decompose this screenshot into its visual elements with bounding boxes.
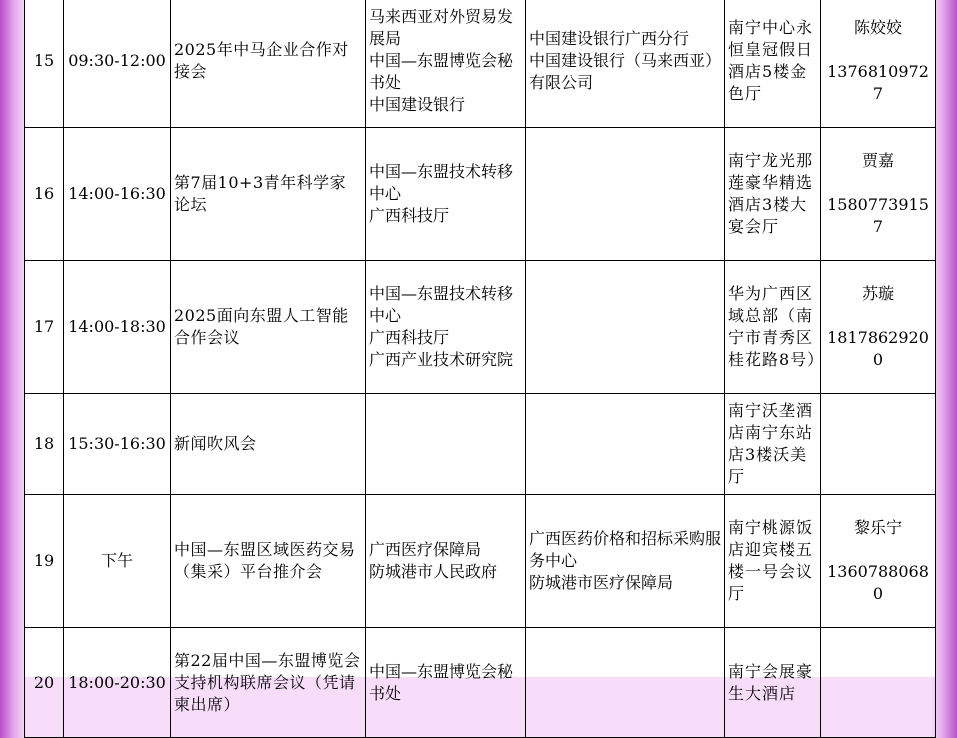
row-number: 15 [25, 0, 64, 128]
contact-cell [821, 628, 936, 738]
organizer-cell: 中国—东盟博览会秘书处 [366, 628, 526, 738]
contact-name: 黎乐宁 [853, 518, 902, 537]
topic-cell: 2025年中马企业合作对接会 [171, 0, 366, 128]
organizer-cell: 广西医疗保障局 防城港市人民政府 [366, 495, 526, 628]
contact-phone: 15807739157 [827, 195, 929, 236]
venue-cell: 南宁桃源饭店迎宾楼五楼一号会议厅 [725, 495, 821, 628]
table-row [25, 394, 936, 495]
co-organizer-cell [526, 394, 725, 495]
topic-cell: 2025面向东盟人工智能合作会议 [171, 261, 366, 394]
topic-cell: 第22届中国—东盟博览会支持机构联席会议（凭请柬出席） [171, 628, 366, 738]
organizer-cell: 马来西亚对外贸易发展局 中国—东盟博览会秘书处 中国建设银行 [366, 0, 526, 128]
contact-name: 陈姣姣 [853, 18, 902, 37]
co-organizer-cell [526, 128, 725, 261]
schedule-sheet [24, 0, 935, 714]
time-cell: 14:00-16:30 [64, 128, 171, 261]
venue-cell: 南宁会展豪生大酒店 [725, 628, 821, 738]
row-number: 20 [25, 628, 64, 738]
contact-phone: 13768109727 [827, 62, 929, 103]
organizer-cell [366, 394, 526, 495]
row-number: 19 [25, 495, 64, 628]
time-cell: 15:30-16:30 [64, 394, 171, 495]
contact-cell [821, 0, 936, 128]
time-cell: 14:00-18:30 [64, 261, 171, 394]
table-row [25, 261, 936, 394]
row-number: 17 [25, 261, 64, 394]
co-organizer-cell [526, 628, 725, 738]
contact-name: 贾嘉 [861, 151, 894, 170]
time-cell: 09:30-12:00 [64, 0, 171, 128]
co-organizer-cell: 中国建设银行广西分行 中国建设银行（马来西亚）有限公司 [526, 0, 725, 128]
topic-cell: 第7届10+3青年科学家论坛 [171, 128, 366, 261]
time-cell: 18:00-20:30 [64, 628, 171, 738]
table-row [25, 628, 936, 738]
contact-cell [821, 261, 936, 394]
venue-cell: 华为广西区域总部（南宁市青秀区桂花路8号） [725, 261, 821, 394]
contact-cell [821, 495, 936, 628]
row-number: 16 [25, 128, 64, 261]
contact-cell [821, 128, 936, 261]
row-number: 18 [25, 394, 64, 495]
contact-phone: 13607880680 [827, 562, 929, 603]
contact-cell [821, 394, 936, 495]
co-organizer-cell [526, 261, 725, 394]
venue-cell: 南宁中心永恒皇冠假日酒店5楼金色厅 [725, 0, 821, 128]
topic-cell: 新闻吹风会 [171, 394, 366, 495]
venue-cell: 南宁龙光那莲豪华精选酒店3楼大宴会厅 [725, 128, 821, 261]
organizer-cell: 中国—东盟技术转移中心 广西科技厅 [366, 128, 526, 261]
contact-phone: 18178629200 [827, 328, 929, 369]
co-organizer-cell: 广西医药价格和招标采购服务中心 防城港市医疗保障局 [526, 495, 725, 628]
table-row [25, 495, 936, 628]
table-row [25, 0, 936, 128]
contact-name: 苏璇 [861, 284, 894, 303]
venue-cell: 南宁沃垄酒店南宁东站店3楼沃美厅 [725, 394, 821, 495]
topic-cell: 中国—东盟区域医药交易（集采）平台推介会 [171, 495, 366, 628]
schedule-table [24, 0, 936, 738]
organizer-cell: 中国—东盟技术转移中心 广西科技厅 广西产业技术研究院 [366, 261, 526, 394]
time-cell: 下午 [64, 495, 171, 628]
table-row [25, 128, 936, 261]
